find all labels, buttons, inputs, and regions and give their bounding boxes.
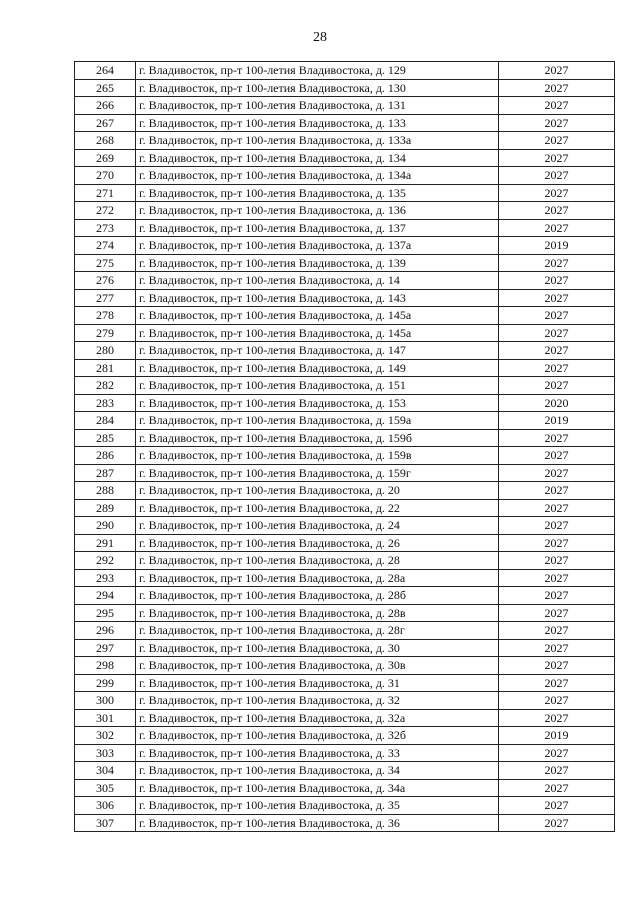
year-cell: 2027 (499, 762, 615, 780)
address-cell: г. Владивосток, пр-т 100-летия Владивостока, д. 145а (136, 307, 499, 325)
table-row (75, 307, 615, 325)
row-number-cell: 299 (75, 674, 136, 692)
year-cell: 2027 (499, 622, 615, 640)
row-number-cell: 282 (75, 377, 136, 395)
year-cell: 2027 (499, 464, 615, 482)
row-number-cell: 274 (75, 237, 136, 255)
year-cell: 2019 (499, 412, 615, 430)
year-cell: 2027 (499, 534, 615, 552)
row-number-cell: 297 (75, 639, 136, 657)
address-cell: г. Владивосток, пр-т 100-летия Владивостока, д. 28 (136, 552, 499, 570)
address-cell: г. Владивосток, пр-т 100-летия Владивостока, д. 35 (136, 797, 499, 815)
row-number-cell: 306 (75, 797, 136, 815)
address-cell: г. Владивосток, пр-т 100-летия Владивостока, д. 28г (136, 622, 499, 640)
address-cell: г. Владивосток, пр-т 100-летия Владивостока, д. 26 (136, 534, 499, 552)
page-number: 28 (313, 30, 327, 45)
year-cell: 2027 (499, 272, 615, 290)
year-cell: 2027 (499, 324, 615, 342)
table-row (75, 604, 615, 622)
row-number-cell: 281 (75, 359, 136, 377)
address-cell: г. Владивосток, пр-т 100-летия Владивостока, д. 153 (136, 394, 499, 412)
row-number-cell: 298 (75, 657, 136, 675)
year-cell: 2019 (499, 727, 615, 745)
row-number-cell: 293 (75, 569, 136, 587)
address-cell: г. Владивосток, пр-т 100-летия Владивостока, д. 159в (136, 447, 499, 465)
address-cell: г. Владивосток, пр-т 100-летия Владивостока, д. 159г (136, 464, 499, 482)
address-cell: г. Владивосток, пр-т 100-летия Владивостока, д. 134 (136, 149, 499, 167)
year-cell: 2027 (499, 814, 615, 832)
table-row (75, 272, 615, 290)
table-row (75, 709, 615, 727)
year-cell: 2020 (499, 394, 615, 412)
row-number-cell: 296 (75, 622, 136, 640)
table-row (75, 569, 615, 587)
row-number-cell: 301 (75, 709, 136, 727)
year-cell: 2019 (499, 237, 615, 255)
table-row (75, 534, 615, 552)
address-cell: г. Владивосток, пр-т 100-летия Владивостока, д. 137а (136, 237, 499, 255)
row-number-cell: 289 (75, 499, 136, 517)
address-cell: г. Владивосток, пр-т 100-летия Владивостока, д. 133 (136, 114, 499, 132)
year-cell: 2027 (499, 779, 615, 797)
address-cell: г. Владивосток, пр-т 100-летия Владивостока, д. 159б (136, 429, 499, 447)
table-row (75, 219, 615, 237)
row-number-cell: 303 (75, 744, 136, 762)
row-number-cell: 284 (75, 412, 136, 430)
year-cell: 2027 (499, 202, 615, 220)
table-row (75, 657, 615, 675)
address-cell: г. Владивосток, пр-т 100-летия Владивостока, д. 32а (136, 709, 499, 727)
table-row (75, 114, 615, 132)
row-number-cell: 268 (75, 132, 136, 150)
address-cell: г. Владивосток, пр-т 100-летия Владивостока, д. 20 (136, 482, 499, 500)
year-cell: 2027 (499, 167, 615, 185)
table-row (75, 132, 615, 150)
address-cell: г. Владивосток, пр-т 100-летия Владивостока, д. 131 (136, 97, 499, 115)
table-row (75, 62, 615, 80)
table-row (75, 324, 615, 342)
table-row (75, 797, 615, 815)
table-row (75, 464, 615, 482)
year-cell: 2027 (499, 342, 615, 360)
address-cell: г. Владивосток, пр-т 100-летия Владивостока, д. 34 (136, 762, 499, 780)
row-number-cell: 270 (75, 167, 136, 185)
row-number-cell: 295 (75, 604, 136, 622)
row-number-cell: 302 (75, 727, 136, 745)
year-cell: 2027 (499, 132, 615, 150)
table-row (75, 744, 615, 762)
table-row (75, 587, 615, 605)
row-number-cell: 267 (75, 114, 136, 132)
year-cell: 2027 (499, 552, 615, 570)
row-number-cell: 287 (75, 464, 136, 482)
address-cell: г. Владивосток, пр-т 100-летия Владивостока, д. 32б (136, 727, 499, 745)
row-number-cell: 279 (75, 324, 136, 342)
address-cell: г. Владивосток, пр-т 100-летия Владивостока, д. 130 (136, 79, 499, 97)
table-row (75, 237, 615, 255)
row-number-cell: 271 (75, 184, 136, 202)
table-row (75, 167, 615, 185)
address-cell: г. Владивосток, пр-т 100-летия Владивостока, д. 134а (136, 167, 499, 185)
table-row (75, 359, 615, 377)
address-cell: г. Владивосток, пр-т 100-летия Владивостока, д. 129 (136, 62, 499, 80)
table-row (75, 97, 615, 115)
address-cell: г. Владивосток, пр-т 100-летия Владивостока, д. 14 (136, 272, 499, 290)
table-row (75, 692, 615, 710)
table-row (75, 394, 615, 412)
table-row (75, 552, 615, 570)
row-number-cell: 283 (75, 394, 136, 412)
year-cell: 2027 (499, 114, 615, 132)
year-cell: 2027 (499, 254, 615, 272)
row-number-cell: 273 (75, 219, 136, 237)
year-cell: 2027 (499, 587, 615, 605)
table-row (75, 342, 615, 360)
row-number-cell: 276 (75, 272, 136, 290)
year-cell: 2027 (499, 79, 615, 97)
row-number-cell: 265 (75, 79, 136, 97)
year-cell: 2027 (499, 219, 615, 237)
address-cell: г. Владивосток, пр-т 100-летия Владивостока, д. 28в (136, 604, 499, 622)
row-number-cell: 264 (75, 62, 136, 80)
address-cell: г. Владивосток, пр-т 100-летия Владивостока, д. 36 (136, 814, 499, 832)
table-row (75, 254, 615, 272)
year-cell: 2027 (499, 797, 615, 815)
table-row (75, 447, 615, 465)
year-cell: 2027 (499, 692, 615, 710)
table-row (75, 412, 615, 430)
table-row (75, 377, 615, 395)
row-number-cell: 292 (75, 552, 136, 570)
row-number-cell: 288 (75, 482, 136, 500)
address-cell: г. Владивосток, пр-т 100-летия Владивостока, д. 24 (136, 517, 499, 535)
address-cell: г. Владивосток, пр-т 100-летия Владивостока, д. 149 (136, 359, 499, 377)
table-row (75, 202, 615, 220)
address-cell: г. Владивосток, пр-т 100-летия Владивостока, д. 145а (136, 324, 499, 342)
year-cell: 2027 (499, 744, 615, 762)
row-number-cell: 290 (75, 517, 136, 535)
year-cell: 2027 (499, 639, 615, 657)
row-number-cell: 269 (75, 149, 136, 167)
address-cell: г. Владивосток, пр-т 100-летия Владивостока, д. 151 (136, 377, 499, 395)
row-number-cell: 277 (75, 289, 136, 307)
row-number-cell: 266 (75, 97, 136, 115)
row-number-cell: 304 (75, 762, 136, 780)
year-cell: 2027 (499, 674, 615, 692)
row-number-cell: 294 (75, 587, 136, 605)
year-cell: 2027 (499, 289, 615, 307)
address-cell: г. Владивосток, пр-т 100-летия Владивостока, д. 139 (136, 254, 499, 272)
address-cell: г. Владивосток, пр-т 100-летия Владивостока, д. 30в (136, 657, 499, 675)
address-cell: г. Владивосток, пр-т 100-летия Владивостока, д. 143 (136, 289, 499, 307)
address-cell: г. Владивосток, пр-т 100-летия Владивостока, д. 34а (136, 779, 499, 797)
year-cell: 2027 (499, 499, 615, 517)
address-cell: г. Владивосток, пр-т 100-летия Владивостока, д. 33 (136, 744, 499, 762)
row-number-cell: 280 (75, 342, 136, 360)
address-cell: г. Владивосток, пр-т 100-летия Владивостока, д. 31 (136, 674, 499, 692)
year-cell: 2027 (499, 569, 615, 587)
year-cell: 2027 (499, 482, 615, 500)
year-cell: 2027 (499, 97, 615, 115)
row-number-cell: 300 (75, 692, 136, 710)
year-cell: 2027 (499, 657, 615, 675)
row-number-cell: 286 (75, 447, 136, 465)
table-row (75, 499, 615, 517)
year-cell: 2027 (499, 429, 615, 447)
table-row (75, 149, 615, 167)
registry-table-body (75, 62, 615, 832)
row-number-cell: 278 (75, 307, 136, 325)
table-row (75, 482, 615, 500)
address-cell: г. Владивосток, пр-т 100-летия Владивостока, д. 133а (136, 132, 499, 150)
table-row (75, 762, 615, 780)
table-row (75, 814, 615, 832)
table-row (75, 727, 615, 745)
table-row (75, 517, 615, 535)
address-cell: г. Владивосток, пр-т 100-летия Владивостока, д. 135 (136, 184, 499, 202)
table-row (75, 622, 615, 640)
table-row (75, 289, 615, 307)
table-row (75, 429, 615, 447)
row-number-cell: 285 (75, 429, 136, 447)
address-cell: г. Владивосток, пр-т 100-летия Владивостока, д. 147 (136, 342, 499, 360)
table-row (75, 79, 615, 97)
address-cell: г. Владивосток, пр-т 100-летия Владивостока, д. 159а (136, 412, 499, 430)
address-cell: г. Владивосток, пр-т 100-летия Владивостока, д. 136 (136, 202, 499, 220)
row-number-cell: 305 (75, 779, 136, 797)
row-number-cell: 291 (75, 534, 136, 552)
table-row (75, 639, 615, 657)
address-cell: г. Владивосток, пр-т 100-летия Владивостока, д. 28б (136, 587, 499, 605)
year-cell: 2027 (499, 359, 615, 377)
year-cell: 2027 (499, 604, 615, 622)
year-cell: 2027 (499, 447, 615, 465)
year-cell: 2027 (499, 62, 615, 80)
year-cell: 2027 (499, 307, 615, 325)
address-cell: г. Владивосток, пр-т 100-летия Владивостока, д. 30 (136, 639, 499, 657)
row-number-cell: 272 (75, 202, 136, 220)
year-cell: 2027 (499, 517, 615, 535)
year-cell: 2027 (499, 709, 615, 727)
row-number-cell: 307 (75, 814, 136, 832)
table-row (75, 184, 615, 202)
address-cell: г. Владивосток, пр-т 100-летия Владивостока, д. 137 (136, 219, 499, 237)
row-number-cell: 275 (75, 254, 136, 272)
table-row (75, 779, 615, 797)
address-cell: г. Владивосток, пр-т 100-летия Владивостока, д. 28а (136, 569, 499, 587)
year-cell: 2027 (499, 149, 615, 167)
address-cell: г. Владивосток, пр-т 100-летия Владивостока, д. 22 (136, 499, 499, 517)
registry-table (74, 61, 615, 832)
table-row (75, 674, 615, 692)
year-cell: 2027 (499, 377, 615, 395)
year-cell: 2027 (499, 184, 615, 202)
address-cell: г. Владивосток, пр-т 100-летия Владивостока, д. 32 (136, 692, 499, 710)
